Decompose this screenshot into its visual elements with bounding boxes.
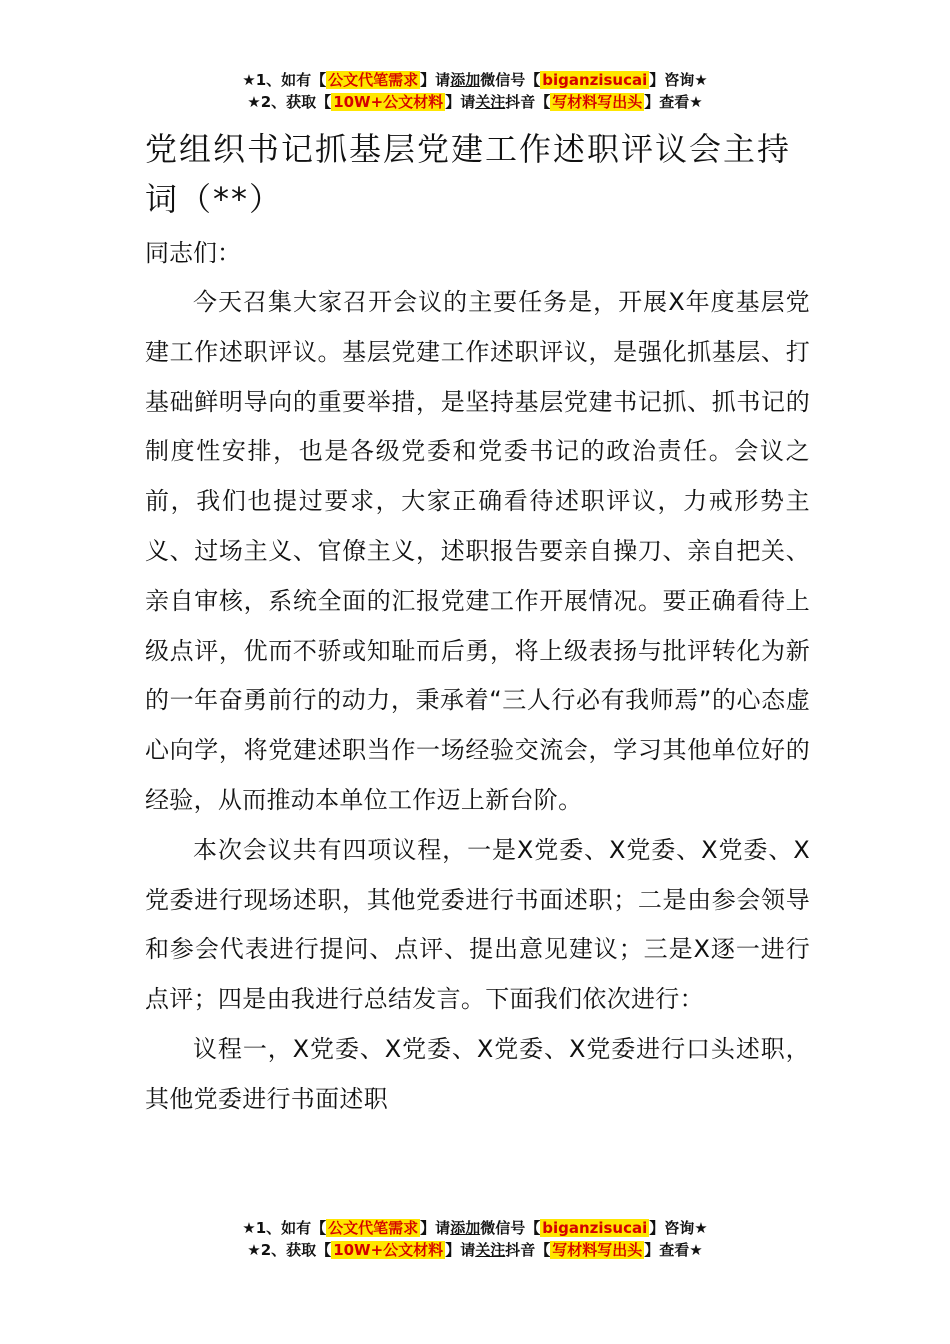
- header-banner: [0, 69, 950, 113]
- banner-highlight: 10W+公文材料: [333, 93, 444, 111]
- banner-highlight: biganzisucai: [542, 71, 648, 89]
- banner-highlight: 10W+公文材料: [333, 1241, 444, 1259]
- footer-banner: [0, 1217, 950, 1261]
- banner-line-2: ★2、获取【 10W+公文材料 】请关注抖音【 写材料写出头 】查看★: [247, 1241, 703, 1259]
- banner-highlight: 写材料写出头: [552, 1241, 643, 1259]
- document-title: 党组织书记抓基层党建工作述职评议会主持词（**）: [145, 130, 792, 218]
- banner-highlight: 写材料写出头: [552, 93, 643, 111]
- document-body: [145, 124, 810, 1125]
- banner-highlight: biganzisucai: [542, 1219, 648, 1237]
- paragraph: 今天召集大家召开会议的主要任务是，开展X年度基层党建工作述职评议。基层党建工作述职评议，是强化抓基层、打基础鲜明导向的重要举措，是坚持基层党建书记抓、抓书记的制度性安排，也是各级党委和党委书记的政治责任。会议之前，我们也提过要求，大家正确看待述职评议，力戒形势主义、过场主义、官僚主义，述职报告要亲自操刀、亲自把关、亲自审核，系统全面的汇报党建工作开展情况。要正确看待上级点评，优而不骄或知耻而后勇，将上级表扬与批评转化为新的一年奋勇前行的动力，秉承着“三人行必有我师焉”的心态虚心向学，将党建述职当作一场经验交流会，学习其他单位好的经验，从而推动本单位工作迈上新台阶。: [145, 288, 810, 814]
- banner-line-1: ★1、如有【 公文代笔需求 】请添加微信号【 biganzisucai 】咨询★: [242, 71, 708, 89]
- banner-highlight: 公文代笔需求: [328, 71, 419, 89]
- paragraph: 议程一，X党委、X党委、X党委、X党委进行口头述职，其他党委进行书面述职: [145, 1034, 810, 1113]
- salutation: 同志们：: [145, 239, 241, 267]
- banner-line-2: ★2、获取【 10W+公文材料 】请关注抖音【 写材料写出头 】查看★: [247, 93, 703, 111]
- banner-line-1: ★1、如有【 公文代笔需求 】请添加微信号【 biganzisucai 】咨询★: [242, 1219, 708, 1237]
- banner-highlight: 公文代笔需求: [328, 1219, 419, 1237]
- paragraph: 本次会议共有四项议程，一是X党委、X党委、X党委、X党委进行现场述职，其他党委进行书面述职；二是由参会领导和参会代表进行提问、点评、提出意见建议；三是X逐一进行点评；四是由我进行总结发言。下面我们依次进行：: [145, 835, 810, 1014]
